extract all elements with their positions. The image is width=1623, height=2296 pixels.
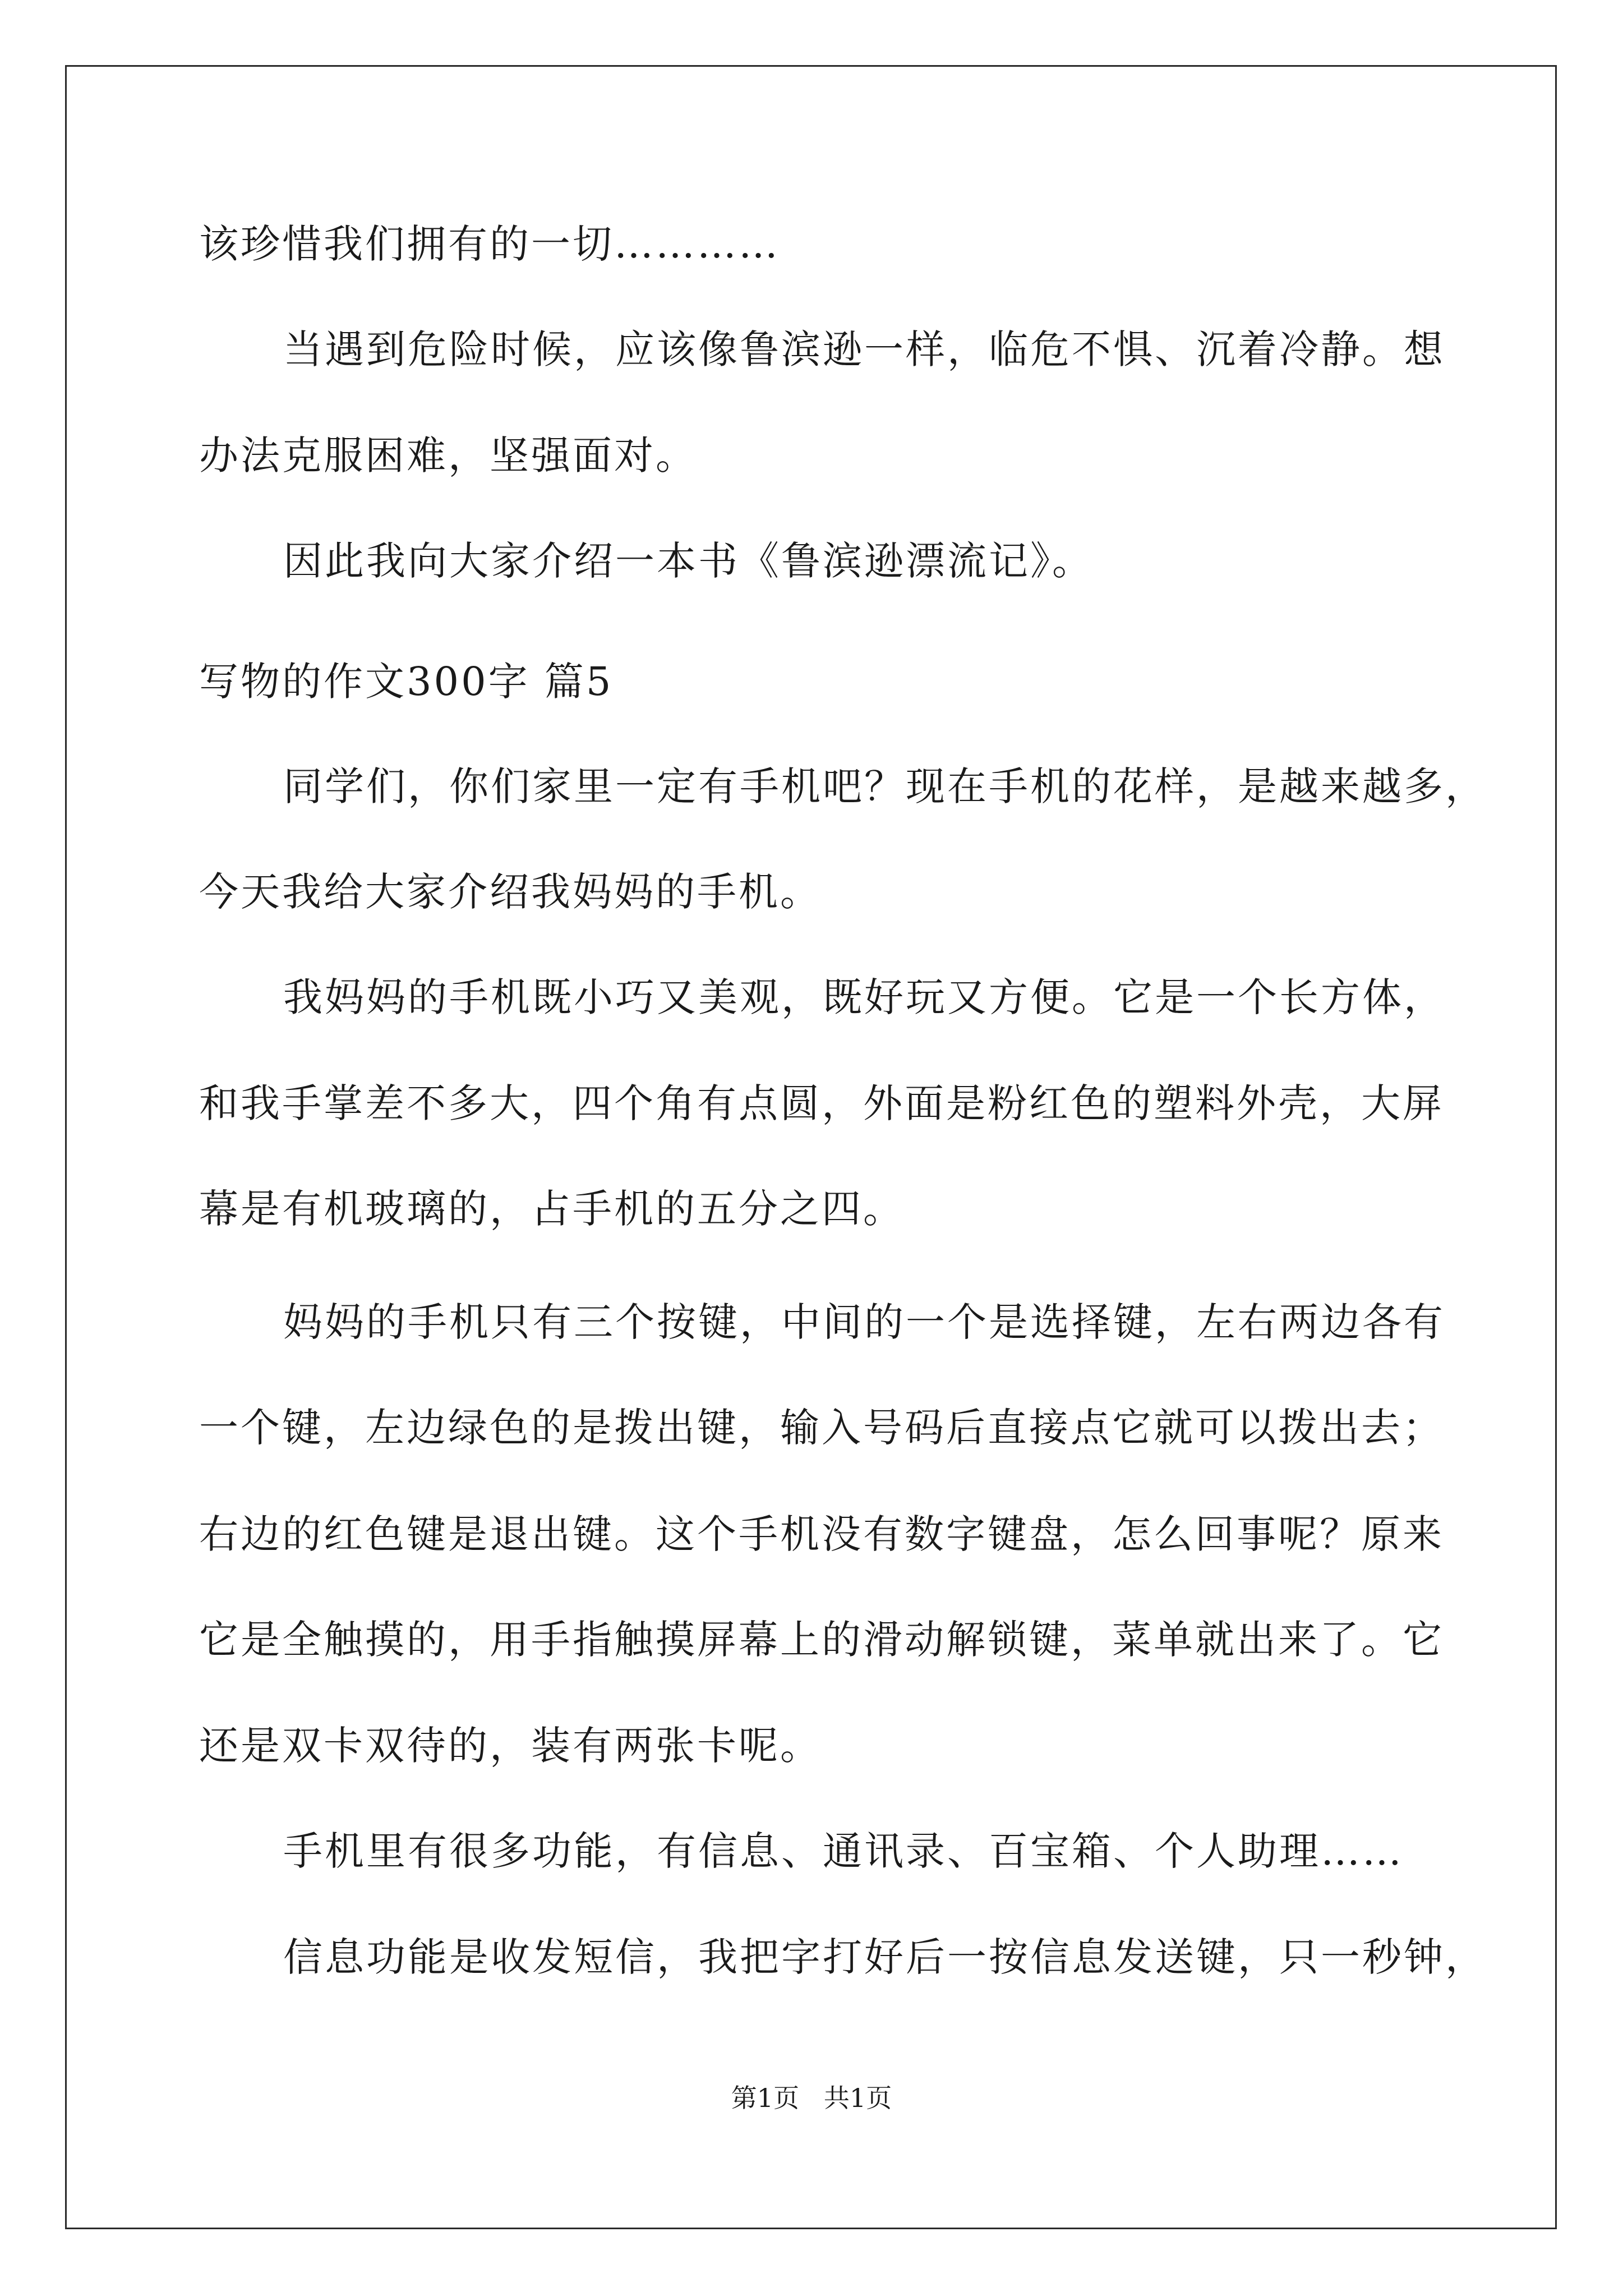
text-line: 和我手掌差不多大，四个角有点圆，外面是粉红色的塑料外壳，大屏 — [199, 1080, 1444, 1126]
text-line: 手机里有很多功能，有信息、通讯录、百宝箱、个人助理…… — [283, 1828, 1404, 1874]
text-line: 今天我给大家介绍我妈妈的手机。 — [199, 869, 822, 915]
text-line: 因此我向大家介绍一本书《鲁滨逊漂流记》。 — [283, 538, 1094, 584]
text-line: 信息功能是收发短信，我把字打好后一按信息发送键，只一秒钟， — [283, 1934, 1487, 1980]
page-number-footer: 第1页 共1页 — [731, 2083, 892, 2113]
text-line: 右边的红色键是退出键。这个手机没有数字键盘，怎么回事呢？原来 — [199, 1511, 1444, 1557]
text-line: 当遇到危险时候，应该像鲁滨逊一样，临危不惧、沉着冷静。想 — [283, 326, 1445, 372]
text-line: 一个键，左边绿色的是拨出键，输入号码后直接点它就可以拨出去； — [199, 1405, 1444, 1451]
text-line: 办法克服困难，坚强面对。 — [199, 432, 697, 478]
page-border — [65, 65, 1557, 2229]
text-line: 我妈妈的手机既小巧又美观，既好玩又方便。它是一个长方体， — [283, 974, 1445, 1020]
text-line: 它是全触摸的，用手指触摸屏幕上的滑动解锁键，菜单就出来了。它 — [199, 1617, 1444, 1663]
text-line: 该珍惜我们拥有的一切………… — [199, 221, 780, 267]
text-line: 还是双卡双待的，装有两张卡呢。 — [199, 1723, 822, 1769]
section-heading: 写物的作文300字 篇5 — [199, 659, 614, 705]
text-line: 妈妈的手机只有三个按键，中间的一个是选择键，左右两边各有 — [283, 1299, 1445, 1345]
text-line: 同学们，你们家里一定有手机吧？现在手机的花样，是越来越多， — [283, 763, 1487, 809]
text-line: 幕是有机玻璃的，占手机的五分之四。 — [199, 1186, 905, 1232]
